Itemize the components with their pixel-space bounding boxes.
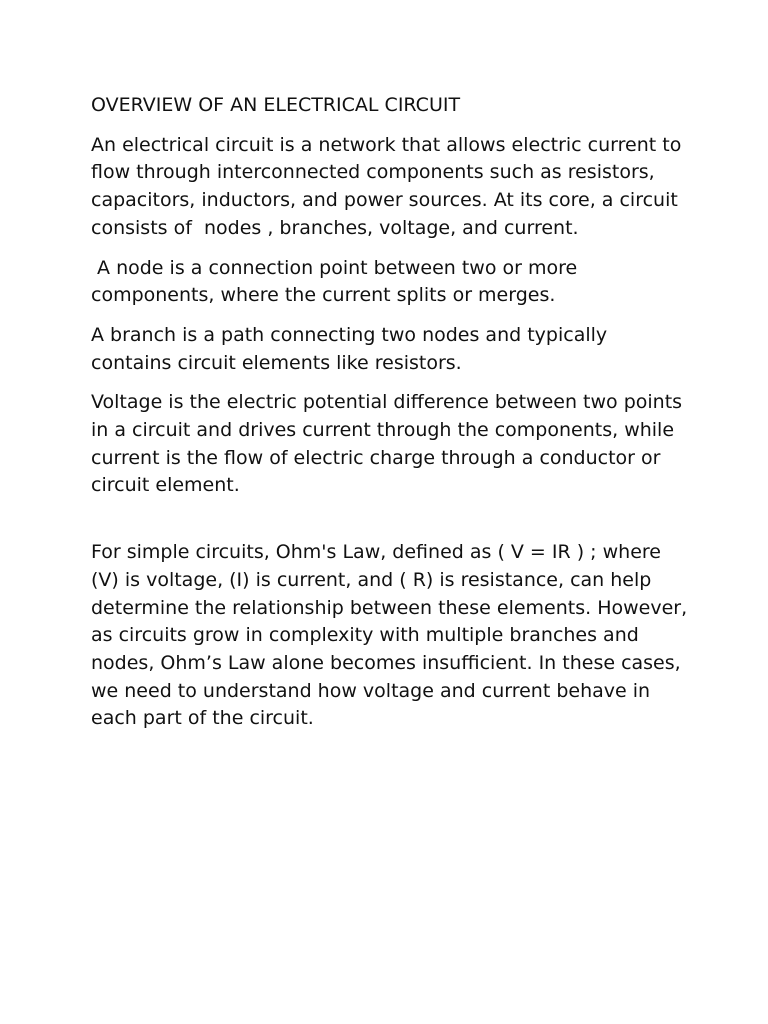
document-title: OVERVIEW OF AN ELECTRICAL CIRCUIT: [91, 94, 461, 116]
paragraph-circuit-definition: An electrical circuit is a network that allows electric current to flow through interconnected components such as resistors, capacitors, inductors, and power sources. At its core, a circuit consists of nodes , branches, voltage, and current.: [91, 133, 688, 239]
paragraph-ohms-law: For simple circuits, Ohm's Law, defined as ( V = IR ) ; where (V) is voltage, (I) is current, and ( R) is resistance, can help determine the relationship between these elements. However, as circuits grow in complexity with multiple branches and nodes, Ohm’s Law alone becomes insufficient. In these cases, we need to understand how voltage and current behave in each part of the circuit.: [91, 541, 694, 730]
paragraph-node-definition: A node is a connection point between two or more components, where the current splits or merges.: [91, 256, 584, 307]
document-body: [91, 92, 694, 745]
paragraph-branch-definition: A branch is a path connecting two nodes and typically contains circuit elements like resistors.: [91, 323, 614, 374]
paragraph-voltage-definition: Voltage is the electric potential difference between two points in a circuit and drives current through the components, while current is the flow of electric charge through a conductor or circuit element.: [91, 391, 689, 497]
